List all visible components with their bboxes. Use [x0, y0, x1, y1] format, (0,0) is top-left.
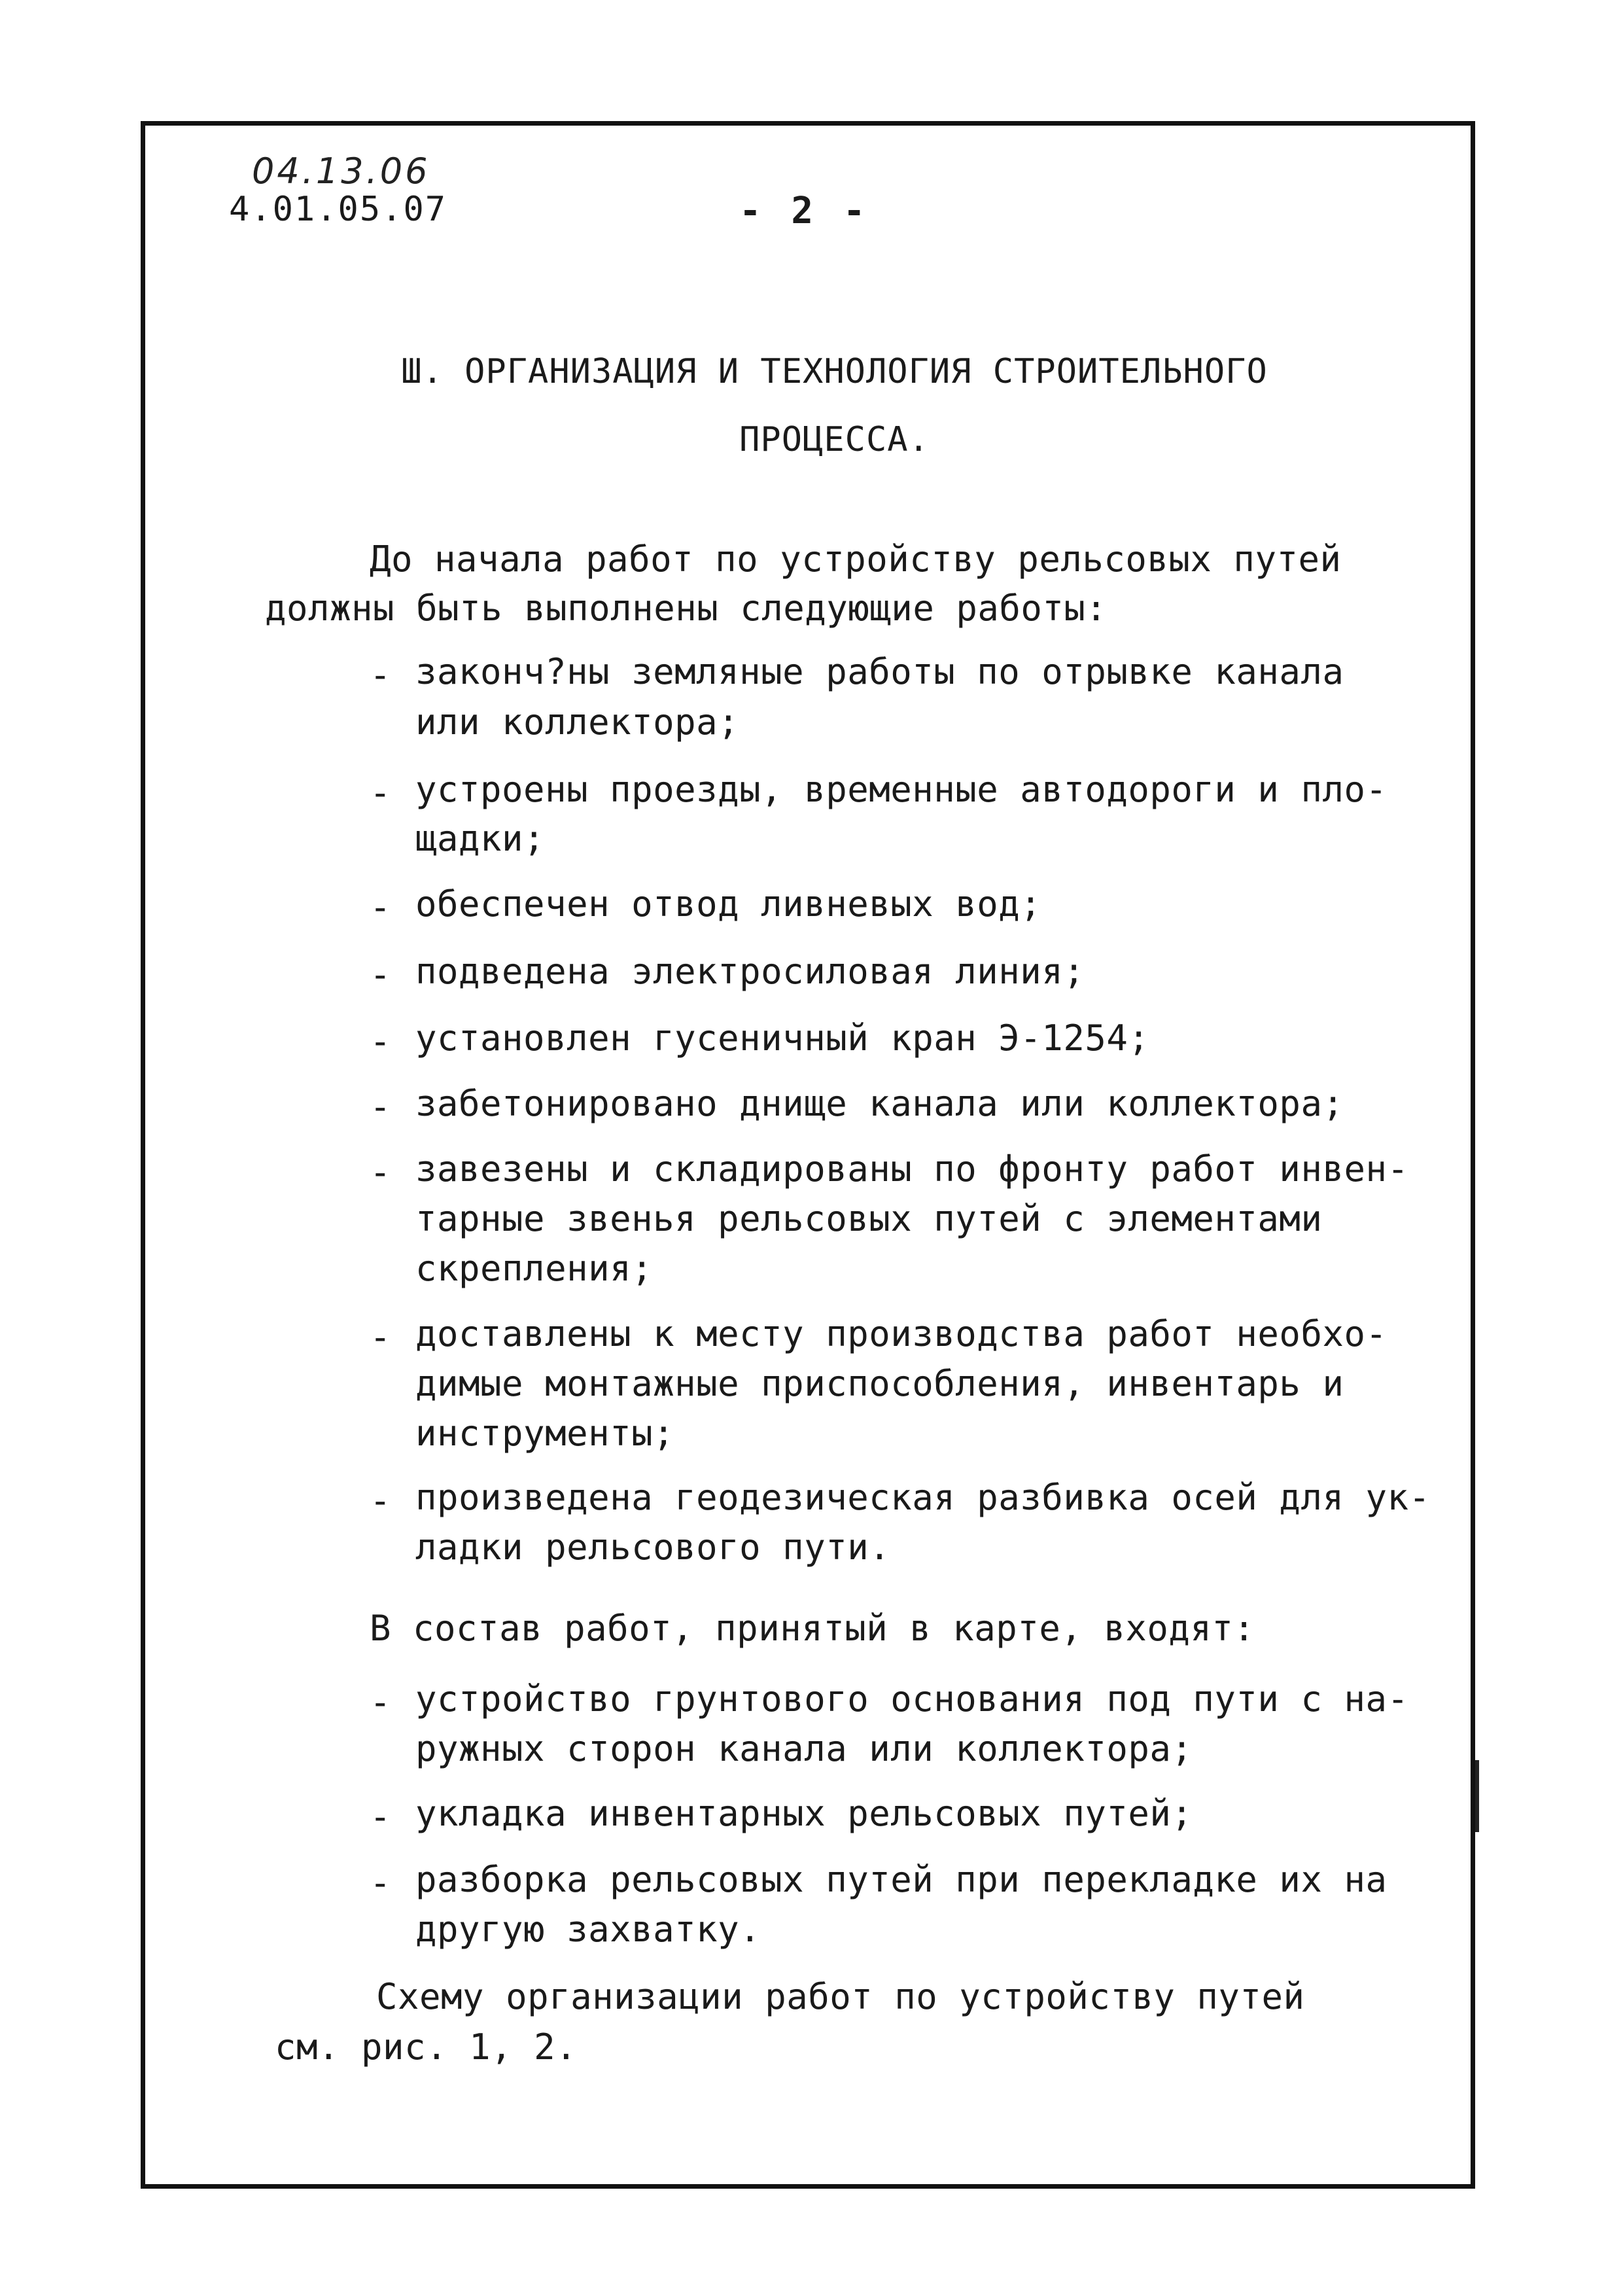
list-item-line: забетонировано днище канала или коллектора;	[415, 1083, 1344, 1124]
list-item-line: тарные звенья рельсовых путей с элементами	[415, 1198, 1323, 1239]
document-code: 4.01.05.07	[229, 190, 447, 229]
list-item-line: устройство грунтового основания под пути с на-	[415, 1678, 1409, 1720]
list-item-line: произведена геодезическая разбивка осей для ук-	[415, 1477, 1431, 1518]
list-item-line: щадки;	[415, 818, 546, 859]
page-number: - 2 -	[739, 190, 869, 232]
closing-line-2: см. рис. 1, 2.	[275, 2026, 578, 2068]
bullet-dash: -	[370, 1152, 391, 1193]
bullet-dash: -	[370, 1682, 391, 1723]
list-item-line: обеспечен отвод ливневых вод;	[415, 883, 1042, 925]
list-item-line: скрепления;	[415, 1248, 654, 1289]
list-item-line: другую захватку.	[415, 1909, 761, 1950]
list-item-line: ружных сторон канала или коллектора;	[415, 1728, 1193, 1769]
list-item-line: ладки рельсового пути.	[415, 1527, 891, 1568]
list-item-line: завезены и складированы по фронту работ инвен-	[415, 1148, 1409, 1190]
list-item-line: или коллектора;	[415, 701, 740, 743]
list-item-line: устроены проезды, временные автодороги и пло-	[415, 769, 1387, 810]
intro-line-2: должны быть выполнены следующие работы:	[265, 588, 1108, 629]
section-title-line-2: ПРОЦЕССА.	[739, 420, 930, 459]
list-item-line: димые монтажные приспособления, инвентарь и	[415, 1363, 1344, 1404]
list-item-line: инструменты;	[415, 1413, 675, 1454]
bullet-dash: -	[370, 772, 391, 813]
bullet-dash: -	[370, 1086, 391, 1127]
bullet-dash: -	[370, 654, 391, 696]
closing-line-1: Схему организации работ по устройству путей	[376, 1976, 1305, 2017]
list-item-line: укладка инвентарных рельсовых путей;	[415, 1793, 1193, 1834]
section-title-line-1: Ш. ОРГАНИЗАЦИЯ И ТЕХНОЛОГИЯ СТРОИТЕЛЬНОГО	[401, 352, 1268, 391]
list-item-line: установлен гусеничный кран Э-1254;	[415, 1017, 1150, 1059]
bullet-dash: -	[370, 1021, 391, 1062]
list-item-line: законч?ны земляные работы по отрывке канала	[415, 651, 1344, 692]
handwritten-document-code: 04.13.06	[252, 150, 430, 192]
list-item-line: разборка рельсовых путей при перекладке их на	[415, 1859, 1387, 1900]
bullet-dash: -	[370, 954, 391, 995]
margin-mark	[1475, 1760, 1479, 1832]
list-item-line: доставлены к месту производства работ необхо-	[415, 1313, 1387, 1354]
bullet-dash: -	[370, 1862, 391, 1903]
intro-line-1: До начала работ по устройству рельсовых путей	[370, 539, 1342, 580]
bullet-dash: -	[370, 1316, 391, 1358]
composition-intro: В состав работ, принятый в карте, входят:	[370, 1608, 1255, 1649]
bullet-dash: -	[370, 1480, 391, 1521]
bullet-dash: -	[370, 1796, 391, 1837]
list-item-line: подведена электросиловая линия;	[415, 951, 1085, 992]
bullet-dash: -	[370, 887, 391, 928]
